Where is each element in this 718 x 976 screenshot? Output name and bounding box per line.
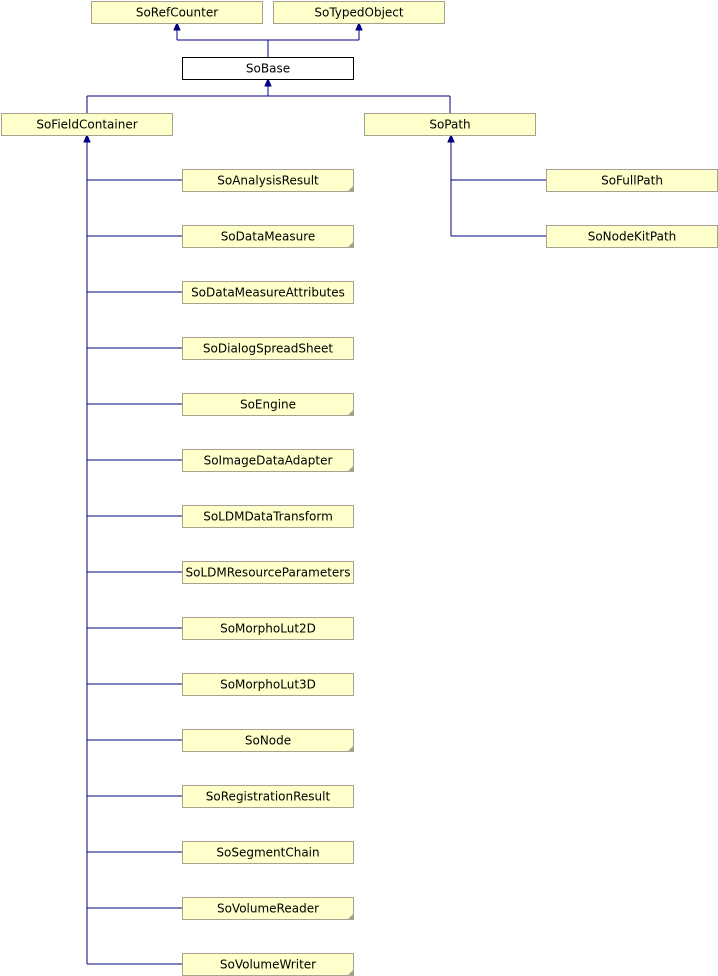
- node-so-morpho-lut2-d[interactable]: [183, 618, 354, 640]
- node-so-path[interactable]: [365, 114, 536, 136]
- node-so-data-measure-attributes[interactable]: [183, 282, 354, 304]
- node-so-ldm-data-transform[interactable]: [183, 506, 354, 528]
- arrow-to-so-base: [265, 79, 271, 86]
- node-so-data-measure[interactable]: [183, 226, 354, 248]
- node-so-base[interactable]: [183, 58, 354, 80]
- node-so-ref-counter[interactable]: [92, 2, 263, 24]
- node-label: SoMorphoLut3D: [220, 677, 316, 692]
- node-label: SoPath: [429, 117, 471, 132]
- node-so-dialog-spread-sheet[interactable]: [183, 338, 354, 360]
- node-so-node[interactable]: [183, 730, 354, 752]
- node-so-volume-writer[interactable]: [183, 954, 354, 976]
- nodes-layer: [2, 2, 718, 976]
- node-label: SoRegistrationResult: [205, 789, 331, 804]
- node-so-morpho-lut3-d[interactable]: [183, 674, 354, 696]
- node-label: SoVolumeReader: [216, 901, 320, 916]
- node-label: SoBase: [245, 61, 291, 76]
- node-so-segment-chain[interactable]: [183, 842, 354, 864]
- node-label: SoVolumeWriter: [219, 957, 317, 972]
- node-so-field-container[interactable]: [2, 114, 173, 136]
- node-so-full-path[interactable]: [547, 170, 718, 192]
- node-so-image-data-adapter[interactable]: [183, 450, 354, 472]
- node-label: SoEngine: [239, 397, 297, 412]
- arrow-to-so-field-container: [84, 135, 90, 142]
- node-label: SoRefCounter: [135, 5, 219, 20]
- node-so-volume-reader[interactable]: [183, 898, 354, 920]
- node-label: SoSegmentChain: [216, 845, 320, 860]
- node-label: SoDataMeasure: [220, 229, 316, 244]
- node-label: SoFieldContainer: [36, 117, 138, 132]
- node-label: SoTypedObject: [314, 5, 404, 20]
- arrow-to-so-ref-counter: [174, 23, 180, 30]
- node-so-engine[interactable]: [183, 394, 354, 416]
- node-label: SoImageDataAdapter: [203, 453, 333, 468]
- node-so-registration-result[interactable]: [183, 786, 354, 808]
- edges-from-so-base: [174, 23, 362, 57]
- node-label: SoLDMResourceParameters: [185, 565, 351, 580]
- node-so-node-kit-path[interactable]: [547, 226, 718, 248]
- edges-layer: [84, 23, 546, 964]
- node-label: SoFullPath: [601, 173, 663, 188]
- node-label: SoLDMDataTransform: [203, 509, 333, 524]
- node-label: SoMorphoLut2D: [220, 621, 316, 636]
- edges-to-so-base: [87, 79, 450, 113]
- node-label: SoDialogSpreadSheet: [202, 341, 334, 356]
- node-label: SoAnalysisResult: [217, 173, 319, 188]
- edges-to-so-path: [448, 135, 546, 236]
- arrow-to-so-typed-object: [356, 23, 362, 30]
- node-so-ldm-resource-parameters[interactable]: [183, 562, 354, 584]
- node-label: SoDataMeasureAttributes: [191, 285, 345, 300]
- edges-to-so-field-container: [84, 135, 182, 964]
- node-so-typed-object[interactable]: [274, 2, 445, 24]
- arrow-to-so-path: [448, 135, 454, 142]
- node-label: SoNode: [244, 733, 292, 748]
- node-so-analysis-result[interactable]: [183, 170, 354, 192]
- node-label: SoNodeKitPath: [587, 229, 677, 244]
